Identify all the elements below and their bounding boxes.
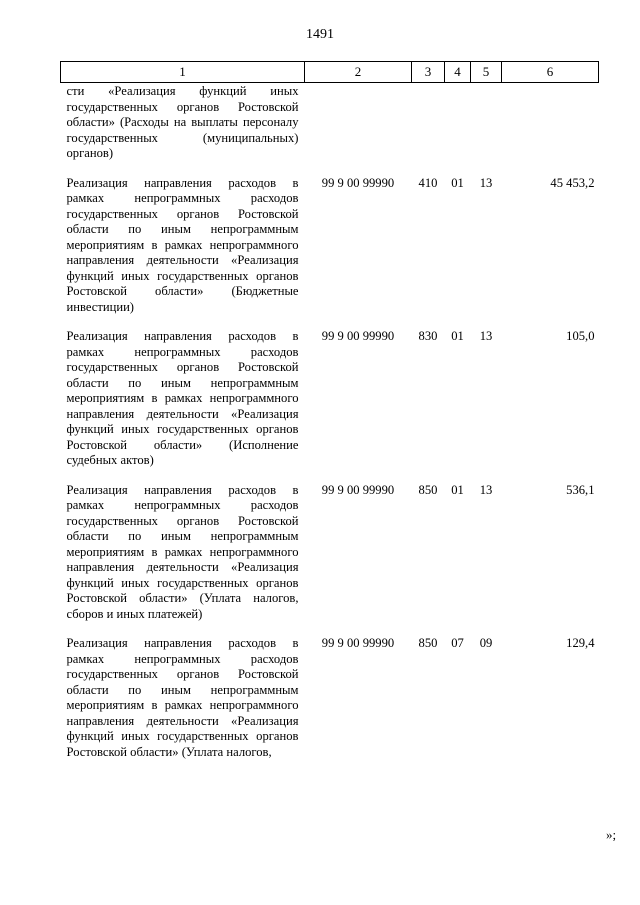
row-amount: 536,1 xyxy=(566,482,595,497)
row-col4: 01 xyxy=(451,175,464,190)
row-description: сти «Реализация функций иных государственных органов Ростовской области» (Расходы на выплаты персоналу государственных (муниципальных) органов) xyxy=(66,84,299,160)
column-header: 2 xyxy=(305,62,412,83)
column-header: 6 xyxy=(502,62,599,83)
row-col3 xyxy=(412,83,445,176)
row-col5 xyxy=(471,83,502,176)
page-number: 1491 xyxy=(306,27,334,42)
row-code: 99 9 00 99990 xyxy=(321,482,395,497)
row-code: 99 9 00 99990 xyxy=(321,329,395,343)
row-col5: 13 xyxy=(479,482,493,497)
row-description: Реализация направления расходов в рамках непрограммных расходов государственных органов Ростовской области по иным непрограммным мероприятиям в рамках непрограммного направления деятельности «Реализация функций иных государственных органов Ростовской области» (Уплата налогов, xyxy=(66,636,299,759)
row-description: Реализация направления расходов в рамках непрограммных расходов государственных органов Ростовской области по иным непрограммным мероприятиям в рамках непрограммного направления деятельности «Реализация функций иных государственных органов Ростовской области» (Бюджетные инвестиции) xyxy=(66,175,299,314)
column-header: 1 xyxy=(61,62,305,83)
row-col4: 01 xyxy=(451,482,464,497)
table-row xyxy=(61,176,599,330)
row-col3: 850 xyxy=(418,636,438,650)
table-header-row xyxy=(61,62,599,83)
row-col4: 01 xyxy=(451,329,464,343)
table-row xyxy=(61,483,599,637)
row-col4: 07 xyxy=(451,636,464,650)
row-col4 xyxy=(445,83,471,176)
row-code: 99 9 00 99990 xyxy=(321,175,395,190)
row-col5: 13 xyxy=(479,175,493,190)
closing-quote-mark: »; xyxy=(606,827,617,842)
row-amount: 105,0 xyxy=(566,329,595,343)
table-row xyxy=(61,83,599,176)
row-amount: 129,4 xyxy=(566,636,595,650)
budget-table xyxy=(60,61,599,760)
row-col3: 830 xyxy=(418,329,438,343)
row-description: Реализация направления расходов в рамках непрограммных расходов государственных органов Ростовской области по иным непрограммным мероприятиям в рамках непрограммного направления деятельности «Реализация функций иных государственных органов Ростовской области» (Уплата налогов, сборов и иных платежей) xyxy=(66,482,299,621)
column-header: 3 xyxy=(412,62,445,83)
column-header: 4 xyxy=(445,62,471,83)
row-code: 99 9 00 99990 xyxy=(321,636,395,650)
column-header: 5 xyxy=(471,62,502,83)
table-row xyxy=(61,329,599,483)
row-col3: 410 xyxy=(418,175,438,190)
row-amount: 45 453,2 xyxy=(550,175,595,190)
table-row xyxy=(61,636,599,760)
row-col5: 13 xyxy=(479,329,493,343)
row-col5: 09 xyxy=(479,636,493,650)
row-amount xyxy=(502,83,599,176)
row-description: Реализация направления расходов в рамках непрограммных расходов государственных органов Ростовской области по иным непрограммным мероприятиям в рамках непрограммного направления деятельности «Реализация функций иных государственных органов Ростовской области» (Исполнение судебных актов) xyxy=(66,329,299,467)
row-code xyxy=(305,83,412,176)
row-col3: 850 xyxy=(418,482,438,497)
